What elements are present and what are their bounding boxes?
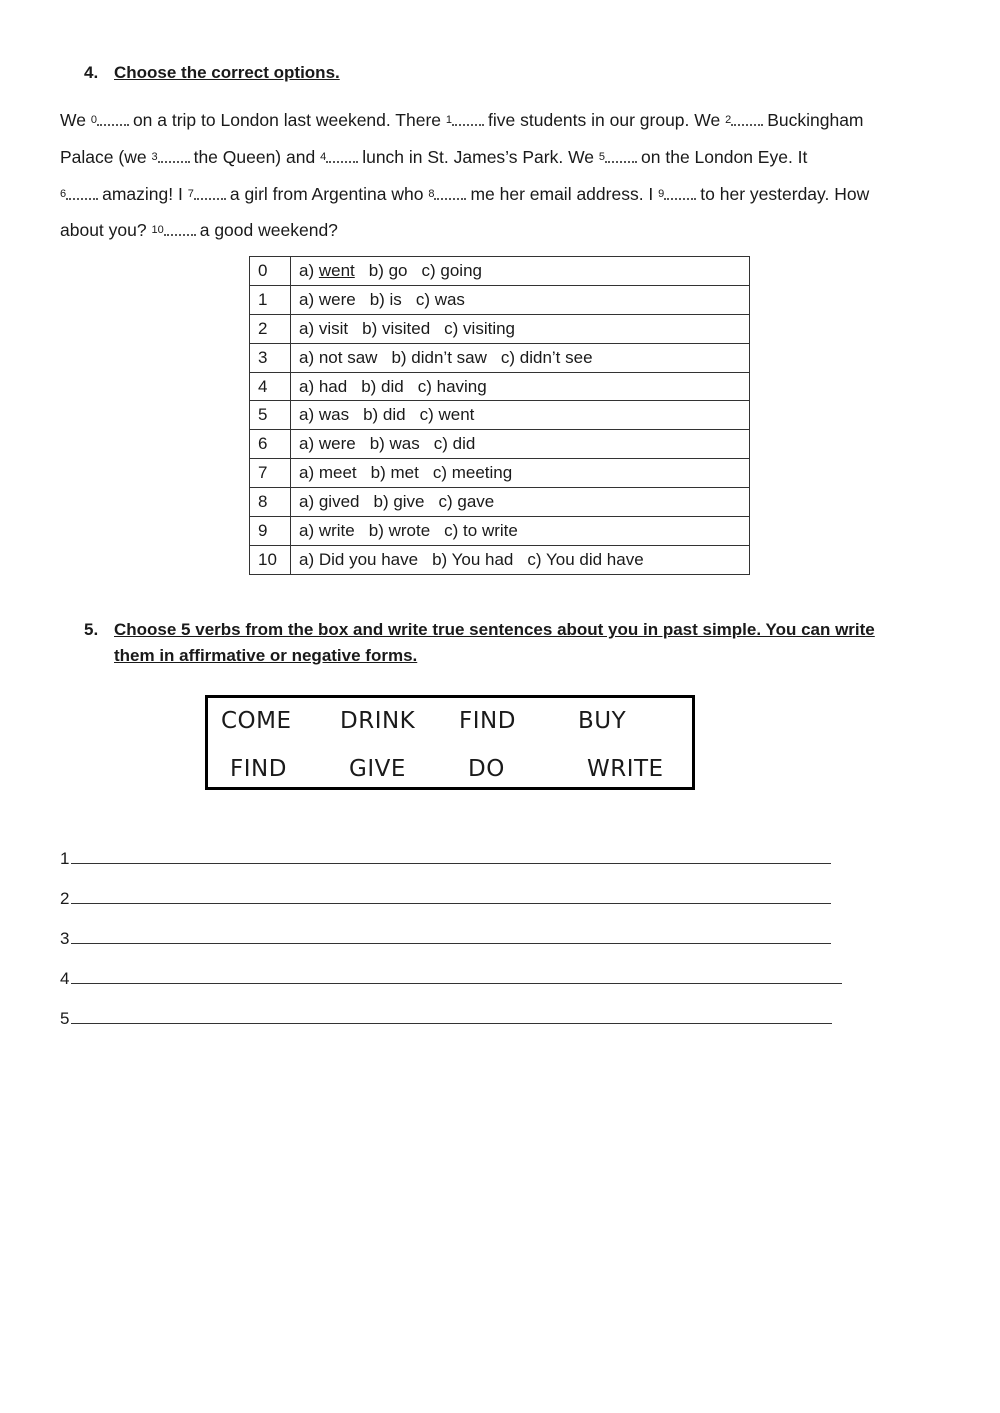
verb-word: DRINK xyxy=(340,708,416,734)
answer-line-number: 5 xyxy=(60,1009,70,1028)
options-row-9 xyxy=(250,517,750,546)
gap-9[interactable] xyxy=(658,182,700,209)
blank xyxy=(164,220,196,236)
paragraph-line-1 xyxy=(60,108,864,135)
option-c[interactable]: c) You did have xyxy=(527,549,644,569)
verb-box xyxy=(205,695,695,790)
section-4-number: 4. xyxy=(84,63,99,82)
gap-3[interactable] xyxy=(151,145,193,172)
option-a[interactable] xyxy=(299,261,355,280)
option-c[interactable]: c) meeting xyxy=(432,463,513,483)
option-b[interactable]: b) is xyxy=(369,289,402,309)
options-cell xyxy=(291,257,750,286)
text-segment: me her email address. I xyxy=(470,184,654,204)
option-b[interactable]: b) go xyxy=(368,260,408,280)
verb-word: BUY xyxy=(578,708,627,734)
gap-number: 10 xyxy=(151,224,164,236)
option-b[interactable]: b) didn’t saw xyxy=(391,347,487,367)
options-cell xyxy=(291,314,750,343)
option-a[interactable]: a) write xyxy=(299,520,355,540)
answer-underline xyxy=(71,886,831,904)
option-b[interactable]: b) did xyxy=(361,376,404,396)
gap-number: 9 xyxy=(658,188,665,200)
option-c[interactable]: c) was xyxy=(415,289,465,309)
row-number: 0 xyxy=(250,257,291,286)
gap-5[interactable] xyxy=(599,145,641,172)
verb-word: COME xyxy=(221,708,292,734)
option-a-prefix: a) xyxy=(299,260,319,280)
gap-0[interactable] xyxy=(91,108,133,135)
options-cell xyxy=(291,343,750,372)
row-number: 4 xyxy=(250,372,291,401)
options-cell xyxy=(291,401,750,430)
option-a-example-word: went xyxy=(318,260,355,280)
options-cell xyxy=(291,545,750,574)
option-a[interactable]: a) were xyxy=(299,434,356,454)
gap-number: 7 xyxy=(187,188,194,200)
blank xyxy=(158,147,190,163)
option-b[interactable]: b) did xyxy=(363,405,406,425)
row-number: 8 xyxy=(250,488,291,517)
option-a[interactable]: a) was xyxy=(299,405,350,425)
text-segment: Palace (we xyxy=(60,147,147,167)
gap-number: 6 xyxy=(60,188,67,200)
option-b[interactable]: b) You had xyxy=(432,549,514,569)
text-segment: lunch in St. James’s Park. We xyxy=(362,147,595,167)
options-cell xyxy=(291,459,750,488)
answer-underline xyxy=(71,966,842,984)
option-c[interactable]: c) went xyxy=(419,405,475,425)
answer-line-3[interactable] xyxy=(60,926,831,949)
blank xyxy=(605,147,637,163)
options-cell xyxy=(291,488,750,517)
text-segment: to her yesterday. How xyxy=(700,184,870,204)
options-row-7 xyxy=(250,459,750,488)
gap-10[interactable] xyxy=(151,218,199,245)
section-5-heading xyxy=(84,617,914,669)
row-number: 2 xyxy=(250,314,291,343)
verb-word: FIND xyxy=(230,756,287,782)
blank xyxy=(731,110,763,126)
answer-underline xyxy=(71,846,831,864)
option-c[interactable]: c) visiting xyxy=(444,318,516,338)
row-number: 6 xyxy=(250,430,291,459)
gap-8[interactable] xyxy=(428,182,470,209)
answer-line-5[interactable] xyxy=(60,1006,832,1029)
option-c[interactable]: c) gave xyxy=(438,492,495,512)
option-c[interactable]: c) going xyxy=(421,260,482,280)
gap-number: 1 xyxy=(445,114,453,126)
gap-7[interactable] xyxy=(188,182,230,209)
option-b[interactable]: b) was xyxy=(369,434,420,454)
gap-6[interactable] xyxy=(60,182,102,209)
gap-number: 2 xyxy=(725,114,732,126)
gap-number: 3 xyxy=(151,151,158,163)
blank xyxy=(194,184,226,200)
blank xyxy=(434,184,466,200)
gap-number: 8 xyxy=(428,188,435,200)
text-segment: Buckingham xyxy=(767,110,864,130)
answer-underline xyxy=(71,1006,832,1024)
options-row-6 xyxy=(250,430,750,459)
text-segment: five students in our group. We xyxy=(488,110,721,130)
section-4-heading xyxy=(84,60,340,86)
section-4-title: Choose the correct options. xyxy=(114,63,340,82)
text-segment: a girl from Argentina who xyxy=(229,184,424,204)
options-row-2 xyxy=(250,314,750,343)
gap-number: 4 xyxy=(320,151,327,163)
options-row-3 xyxy=(250,343,750,372)
options-cell xyxy=(291,430,750,459)
answer-line-1[interactable] xyxy=(60,846,831,869)
options-cell xyxy=(291,517,750,546)
option-c[interactable]: c) didn’t see xyxy=(500,347,593,367)
row-number: 10 xyxy=(250,545,291,574)
blank xyxy=(452,110,484,126)
text-segment: about you? xyxy=(60,220,147,240)
option-a[interactable]: a) gived xyxy=(299,492,360,512)
answer-line-number: 1 xyxy=(60,849,70,868)
row-number: 3 xyxy=(250,343,291,372)
options-table xyxy=(249,256,750,575)
paragraph-line-3 xyxy=(60,182,869,209)
gap-number: 5 xyxy=(598,151,606,163)
row-number: 9 xyxy=(250,517,291,546)
paragraph-line-4 xyxy=(60,218,338,245)
options-row-10 xyxy=(250,545,750,574)
text-segment: on the London Eye. It xyxy=(641,147,808,167)
option-b[interactable]: b) wrote xyxy=(368,520,431,540)
gap-1[interactable] xyxy=(446,108,488,135)
option-c[interactable]: c) did xyxy=(433,434,476,454)
gap-number: 0 xyxy=(90,114,97,126)
option-b[interactable]: b) met xyxy=(370,463,419,483)
answer-line-number: 3 xyxy=(60,929,70,948)
option-a[interactable]: a) had xyxy=(299,376,348,396)
options-row-8 xyxy=(250,488,750,517)
text-segment: amazing! I xyxy=(102,184,183,204)
options-row-5 xyxy=(250,401,750,430)
options-cell xyxy=(291,285,750,314)
text-segment: the Queen) and xyxy=(193,147,316,167)
answer-line-number: 2 xyxy=(60,889,70,908)
blank xyxy=(326,147,358,163)
option-a[interactable]: a) were xyxy=(299,289,356,309)
options-row-0 xyxy=(250,257,750,286)
section-5-title: Choose 5 verbs from the box and write true sentences about you in past simple. You can write them in affirmative or negative forms. xyxy=(114,620,875,665)
blank xyxy=(66,184,98,200)
answer-line-number: 4 xyxy=(60,969,70,988)
options-row-4 xyxy=(250,372,750,401)
option-a[interactable]: a) Did you have xyxy=(299,549,419,569)
answer-underline xyxy=(71,926,831,944)
text-segment: We xyxy=(60,110,86,130)
text-segment: a good weekend? xyxy=(199,220,338,240)
answer-line-2[interactable] xyxy=(60,886,831,909)
options-cell xyxy=(291,372,750,401)
row-number: 5 xyxy=(250,401,291,430)
verb-word: GIVE xyxy=(349,756,406,782)
row-number: 1 xyxy=(250,285,291,314)
gap-4[interactable] xyxy=(320,145,362,172)
option-a[interactable]: a) visit xyxy=(299,318,349,338)
option-c[interactable]: c) having xyxy=(417,376,487,396)
option-b[interactable]: b) give xyxy=(373,492,425,512)
blank xyxy=(97,110,129,126)
option-b[interactable]: b) visited xyxy=(362,318,431,338)
text-segment: on a trip to London last weekend. There xyxy=(132,110,442,130)
verb-word: DO xyxy=(468,756,505,782)
options-row-1 xyxy=(250,285,750,314)
row-number: 7 xyxy=(250,459,291,488)
option-c[interactable]: c) to write xyxy=(444,520,518,540)
option-a[interactable]: a) not saw xyxy=(299,347,378,367)
blank xyxy=(664,184,696,200)
paragraph-line-2 xyxy=(60,145,807,172)
answer-line-4[interactable] xyxy=(60,966,842,989)
option-a[interactable]: a) meet xyxy=(299,463,357,483)
verb-word: WRITE xyxy=(587,756,664,782)
gap-2[interactable] xyxy=(725,108,767,135)
section-5-number: 5. xyxy=(84,620,99,639)
verb-word: FIND xyxy=(459,708,516,734)
